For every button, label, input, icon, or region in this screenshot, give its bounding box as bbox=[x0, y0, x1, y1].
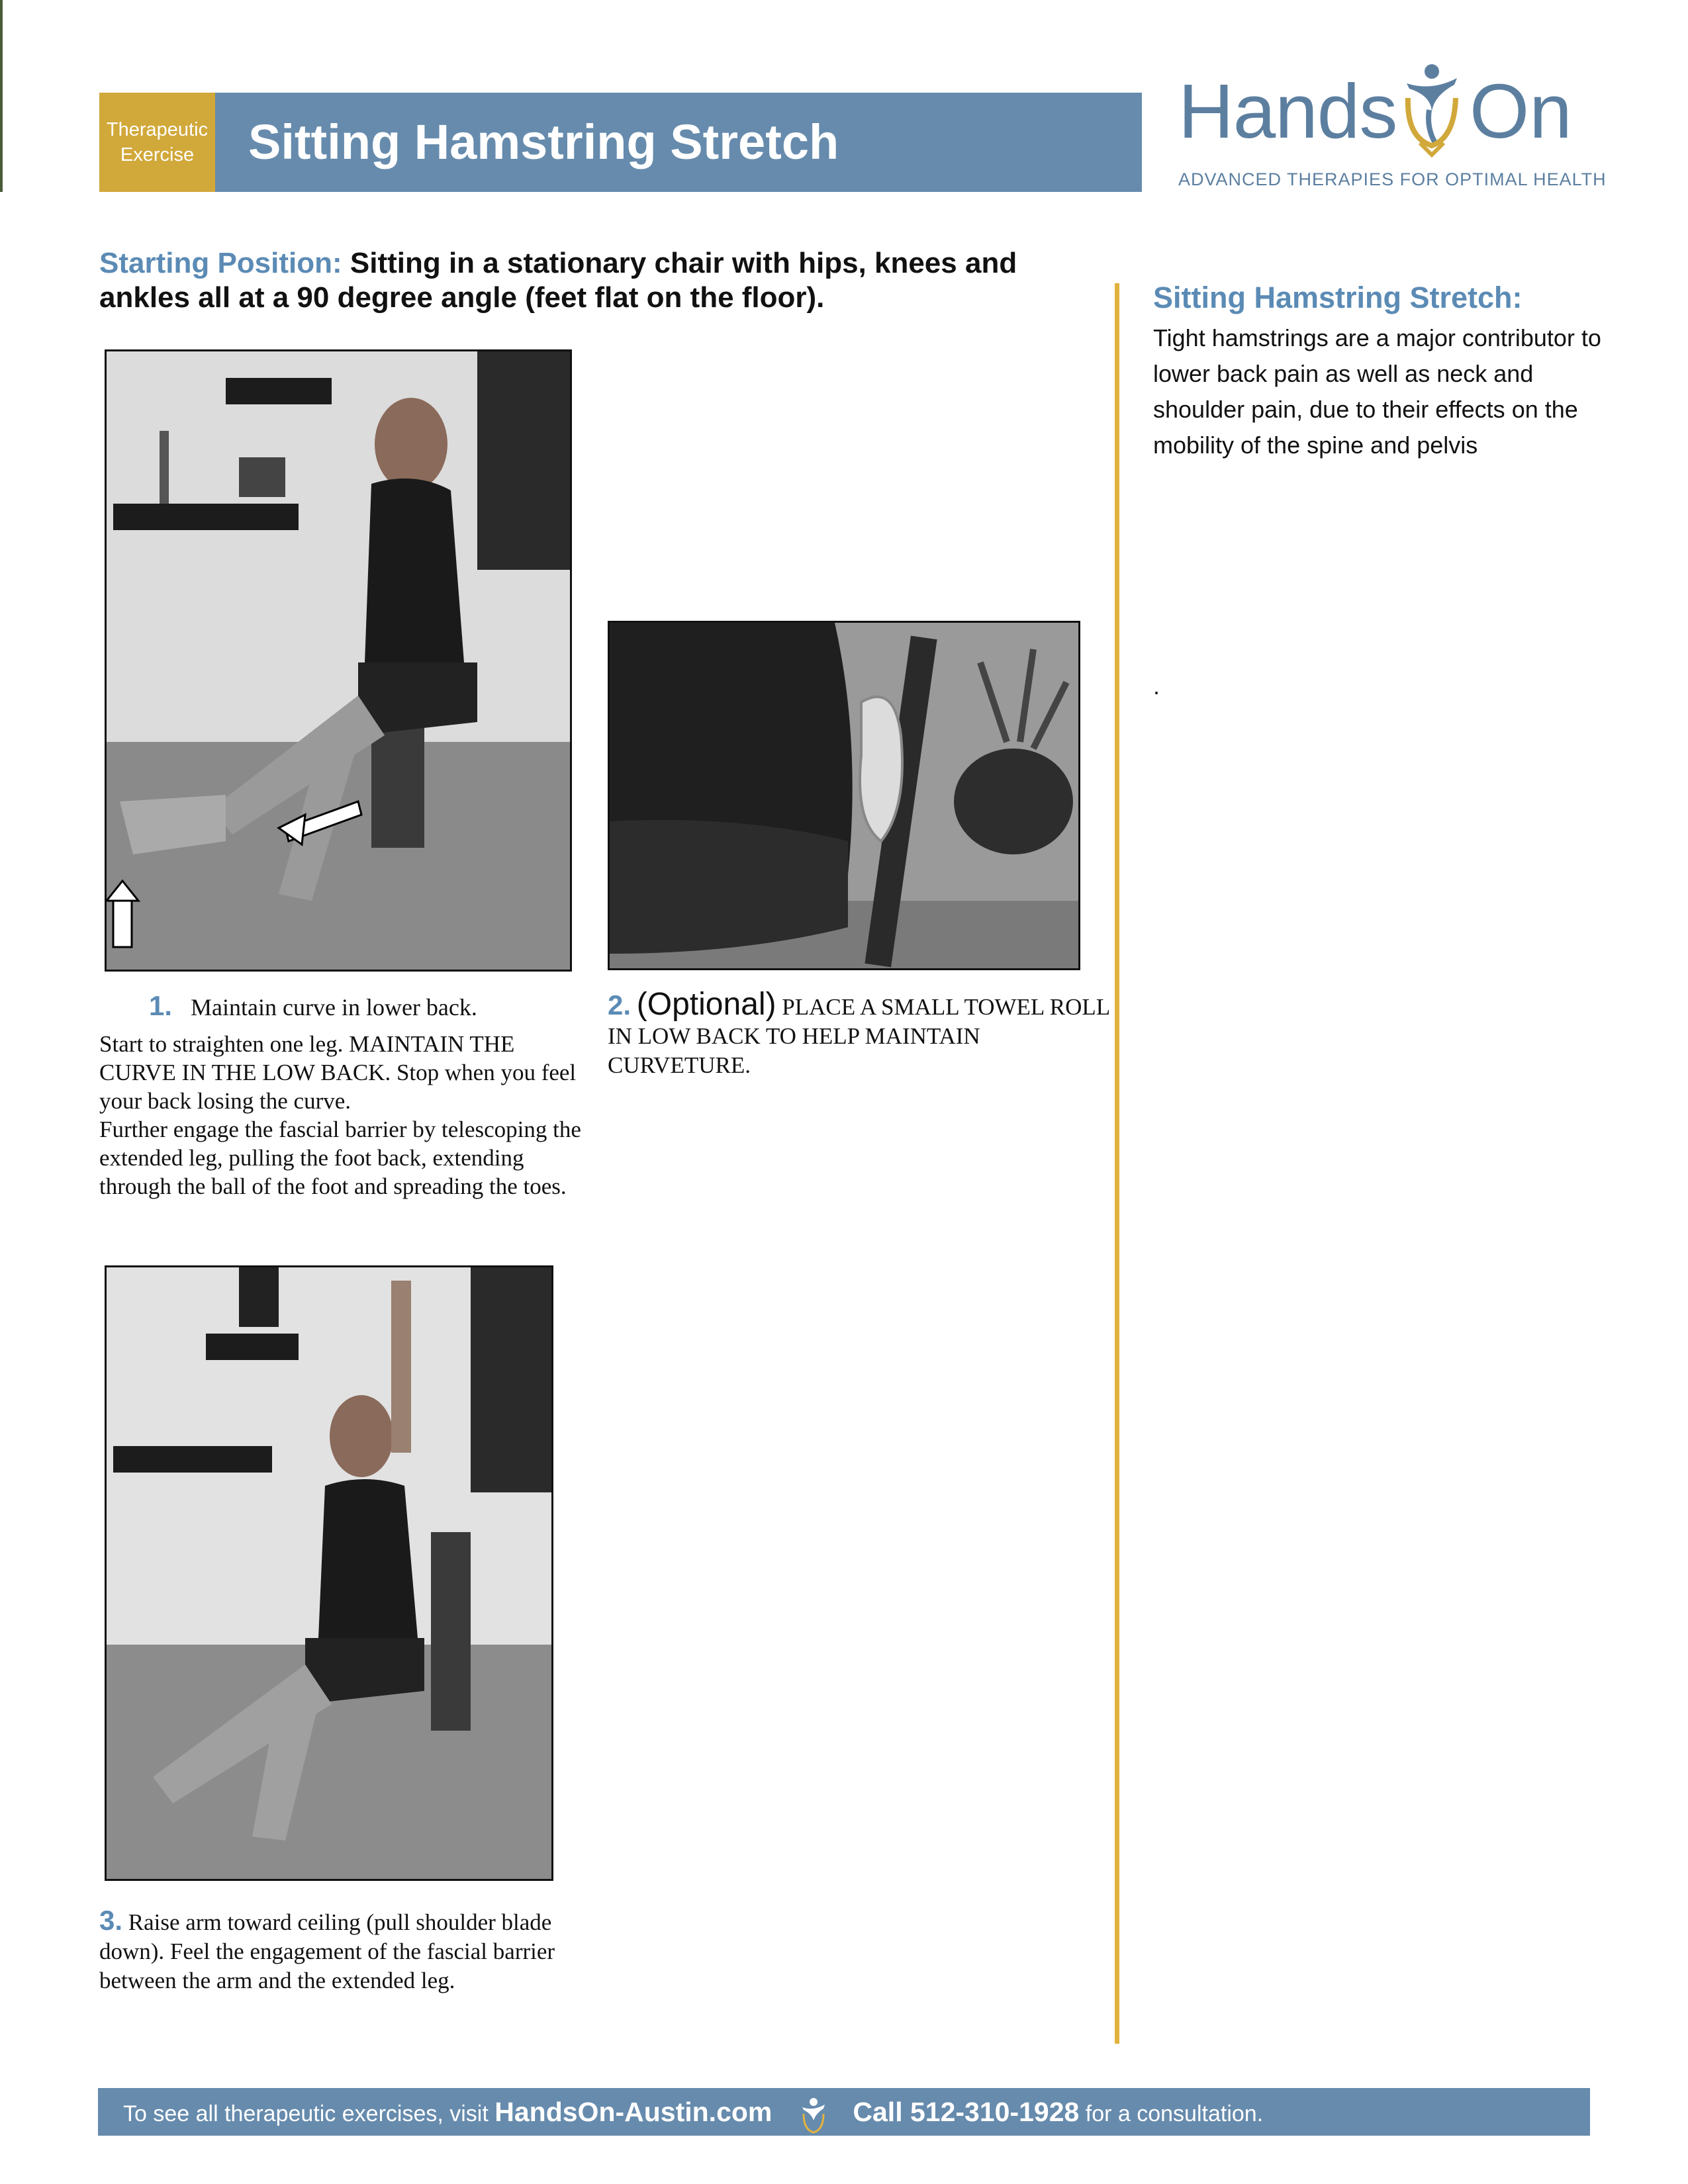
starting-position-text: Sitting in a stationary chair with hips, knees and ankles all at a 90 degree angle (feet flat on the floor). bbox=[99, 247, 1017, 314]
footer-logo-figure-icon bbox=[797, 2095, 829, 2135]
footer-phone[interactable]: Call 512-310-1928 bbox=[853, 2097, 1080, 2127]
logo-word-hands: Hands bbox=[1178, 68, 1397, 154]
footer-text bbox=[123, 2088, 1263, 2136]
photo-step-3-arm-raise bbox=[105, 1265, 553, 1881]
step-1-instructions bbox=[99, 1030, 583, 1201]
starting-position-label: Starting Position: bbox=[99, 247, 342, 279]
page-edge-line bbox=[0, 0, 3, 192]
step-1-body-text: Start to straighten one leg. MAINTAIN THE CURVE IN THE LOW BACK. Stop when you feel your back losing the curve. bbox=[99, 1031, 577, 1114]
step-3-instructions bbox=[99, 1906, 563, 1995]
photo-step-2-towel-roll bbox=[608, 621, 1080, 970]
logo-figure-icon bbox=[1393, 58, 1466, 158]
page-title: Sitting Hamstring Stretch bbox=[248, 114, 839, 169]
logo-tagline: ADVANCED THERAPIES FOR OPTIMAL HEALTH bbox=[1178, 169, 1607, 189]
step-1-body-text-2: Further engage the fascial barrier by telescoping the extended leg, pulling the foot back, extending through the ball of the foot and spreading the toes. bbox=[99, 1116, 581, 1199]
header-tag-line1: Therapeutic bbox=[106, 119, 209, 140]
step-3-text: Raise arm toward ceiling (pull shoulder blade down). Feel the engagement of the fascial barrier between the arm and the extended leg. bbox=[99, 1909, 555, 1993]
step-1-heading-text: Maintain curve in lower back. bbox=[191, 994, 477, 1021]
sidebar-title: Sitting Hamstring Stretch: bbox=[1153, 281, 1523, 314]
step-2-text: PLACE A SMALL TOWEL ROLL IN LOW BACK TO HELP MAINTAIN CURVETURE. bbox=[608, 994, 1109, 1078]
step-2-number: 2. bbox=[608, 989, 632, 1021]
footer-call-suffix: for a consultation. bbox=[1079, 2101, 1264, 2126]
step-2-optional-label: (Optional) bbox=[636, 987, 776, 1022]
sidebar-description: Tight hamstrings are a major contributor to lower back pain as well as neck and shoulder pain, due to their effects on the mobility of the spine and pelvis bbox=[1153, 324, 1601, 459]
step-2-instructions bbox=[608, 987, 1111, 1080]
header-category-tag bbox=[99, 93, 215, 192]
step-1-number: 1. bbox=[149, 990, 173, 1021]
step-3-number: 3. bbox=[99, 1905, 123, 1936]
photo-step-1-leg-extension bbox=[105, 349, 572, 972]
sidebar-period: . bbox=[1153, 672, 1160, 700]
hands-on-logo bbox=[1178, 58, 1607, 197]
footer-website-link[interactable]: HandsOn-Austin.com bbox=[494, 2097, 773, 2127]
step-1-heading bbox=[149, 990, 477, 1022]
starting-position bbox=[99, 246, 1105, 315]
logo-word-on: On bbox=[1470, 68, 1572, 154]
footer-visit-text: To see all therapeutic exercises, visit bbox=[123, 2101, 495, 2126]
header-tag-line2: Exercise bbox=[120, 144, 195, 165]
sidebar-divider bbox=[1115, 283, 1119, 2044]
